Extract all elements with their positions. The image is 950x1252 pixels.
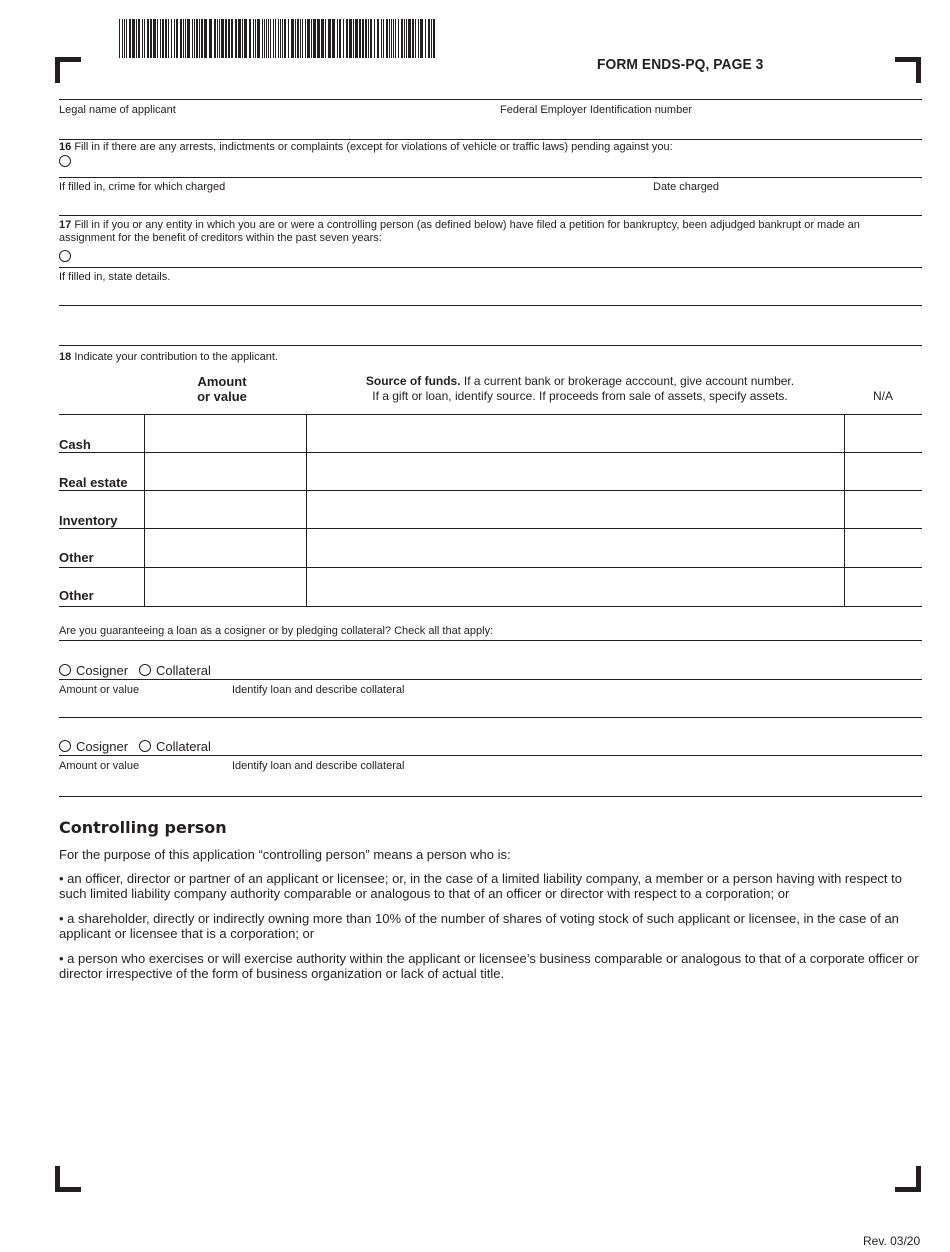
guarantee-question: Are you guaranteeing a loan as a cosigner or by pledging collateral? Check all that apply:	[59, 625, 494, 637]
date-charged-input[interactable]	[653, 196, 918, 213]
guarantee-amount-input-2[interactable]	[59, 775, 219, 792]
q17-question	[59, 219, 919, 245]
col-header-source-line2: If a gift or loan, identify source. If proceeds from sale of assets, specify assets.	[372, 389, 788, 403]
q16-radio[interactable]	[59, 155, 71, 167]
row-label-cash: Cash	[59, 437, 91, 452]
divider	[59, 640, 922, 641]
divider	[59, 139, 922, 140]
divider	[59, 177, 922, 178]
inventory-na-input[interactable]	[846, 492, 920, 526]
inventory-source-input[interactable]	[308, 492, 842, 526]
divider	[59, 755, 922, 756]
controlling-intro: For the purpose of this application “controlling person” means a person who is:	[59, 847, 511, 862]
identify-loan-label-1: Identify loan and describe collateral	[232, 684, 405, 696]
collateral-radio-2[interactable]	[139, 740, 151, 752]
q17-text: Fill in if you or any entity in which you are or were a controlling person (as defined below) have filed a petition for bankruptcy, been adjudged bankrupt or made an assignment for the benefit of creditors within the past seven years:	[59, 219, 860, 244]
real-estate-na-input[interactable]	[846, 454, 920, 488]
table-rule	[59, 490, 922, 491]
divider	[59, 305, 922, 306]
other-1-na-input[interactable]	[846, 530, 920, 565]
other-2-amount-input[interactable]	[146, 569, 304, 604]
divider	[59, 215, 922, 216]
amount-label-2: Amount or value	[59, 760, 140, 772]
other-2-source-input[interactable]	[308, 569, 842, 604]
row-label-inventory: Inventory	[59, 513, 118, 528]
corner-mark-bottom-left	[55, 1166, 81, 1192]
cash-amount-input[interactable]	[146, 416, 304, 450]
divider	[59, 99, 922, 100]
amount-label-1: Amount or value	[59, 684, 140, 696]
table-rule	[59, 528, 922, 529]
guarantee-collateral-input-2[interactable]	[232, 775, 918, 792]
collateral-radio-1[interactable]	[139, 664, 151, 676]
date-charged-label: Date charged	[653, 181, 720, 193]
divider	[59, 267, 922, 268]
table-rule	[844, 414, 845, 606]
divider	[59, 345, 922, 346]
q16-text: Fill in if there are any arrests, indictments or complaints (except for violations of vehicle or traffic laws) pending against you:	[74, 141, 673, 153]
table-rule	[59, 567, 922, 568]
col-header-na: N/A	[873, 389, 894, 403]
table-rule	[59, 452, 922, 453]
other-1-source-input[interactable]	[308, 530, 842, 565]
collateral-label-2: Collateral	[156, 739, 211, 754]
q18-text: Indicate your contribution to the applicant.	[74, 351, 278, 363]
state-details-label: If filled in, state details.	[59, 271, 171, 283]
col-header-source-line1: If a current bank or brokerage acccount, give account number.	[460, 374, 795, 388]
q18-number: 18	[59, 351, 72, 363]
state-details-input-1[interactable]	[59, 286, 919, 303]
table-rule	[144, 414, 145, 606]
cash-source-input[interactable]	[308, 416, 842, 450]
corner-mark-bottom-right	[895, 1166, 921, 1192]
other-2-na-input[interactable]	[846, 569, 920, 604]
crime-charged-label: If filled in, crime for which charged	[59, 181, 226, 193]
guarantee-collateral-input-1[interactable]	[232, 698, 918, 715]
q17-number: 17	[59, 219, 72, 231]
inventory-amount-input[interactable]	[146, 492, 304, 526]
cosigner-radio-1[interactable]	[59, 664, 71, 676]
corner-mark-top-right	[895, 57, 921, 83]
controlling-bullet-1: • an officer, director or partner of an applicant or licensee; or, in the case of a limited liability company, a member or a person having with respect to such limited liability company authority comparable or analogous to that of an officer or director with respect to a corporation; or	[59, 871, 903, 901]
revision-date: Rev. 03/20	[863, 1234, 921, 1248]
controlling-person-heading: Controlling person	[59, 818, 227, 837]
legal-name-label: Legal name of applicant	[59, 104, 176, 116]
q16-question	[59, 141, 919, 153]
real-estate-source-input[interactable]	[308, 454, 842, 488]
guarantee-amount-input-1[interactable]	[59, 698, 219, 715]
q16-number: 16	[59, 141, 72, 153]
controlling-bullet-2: • a shareholder, directly or indirectly owning more than 10% of the number of shares of voting stock of such applicant or licensee, in the case of an applicant or licensee that is a corporation; or	[59, 911, 899, 941]
row-label-other-1: Other	[59, 550, 94, 565]
col-header-source	[320, 374, 840, 404]
legal-name-input[interactable]	[59, 118, 479, 136]
identify-loan-label-2: Identify loan and describe collateral	[232, 760, 405, 772]
cosigner-label-1: Cosigner	[76, 663, 129, 678]
col-header-amount-line1: Amount	[197, 374, 247, 389]
divider	[59, 717, 922, 718]
other-1-amount-input[interactable]	[146, 530, 304, 565]
fein-label: Federal Employer Identification number	[500, 104, 692, 116]
q18-question	[59, 351, 278, 363]
table-rule	[59, 414, 922, 415]
table-rule	[306, 414, 307, 606]
row-label-real-estate: Real estate	[59, 475, 128, 490]
form-title: FORM ENDS-PQ, PAGE 3	[597, 56, 764, 73]
cash-na-input[interactable]	[846, 416, 920, 450]
q17-radio[interactable]	[59, 250, 71, 262]
divider	[59, 679, 922, 680]
state-details-input-2[interactable]	[59, 325, 919, 342]
col-header-source-bold: Source of funds.	[365, 374, 461, 388]
row-label-other-2: Other	[59, 588, 94, 603]
controlling-bullet-3: • a person who exercises or will exercise authority within the applicant or licensee’s business comparable or analogous to that of a corporate officer or director irrespective of the form of business organization or lack of actual title.	[59, 951, 919, 981]
collateral-label-1: Collateral	[156, 663, 211, 678]
barcode-icon	[119, 19, 437, 58]
col-header-amount	[172, 374, 272, 404]
cosigner-radio-2[interactable]	[59, 740, 71, 752]
cosigner-label-2: Cosigner	[76, 739, 129, 754]
table-rule	[59, 606, 922, 607]
divider	[59, 796, 922, 797]
col-header-amount-line2: or value	[197, 389, 247, 404]
real-estate-amount-input[interactable]	[146, 454, 304, 488]
corner-mark-top-left	[55, 57, 81, 83]
fein-input[interactable]	[500, 118, 920, 136]
crime-charged-input[interactable]	[59, 196, 639, 213]
